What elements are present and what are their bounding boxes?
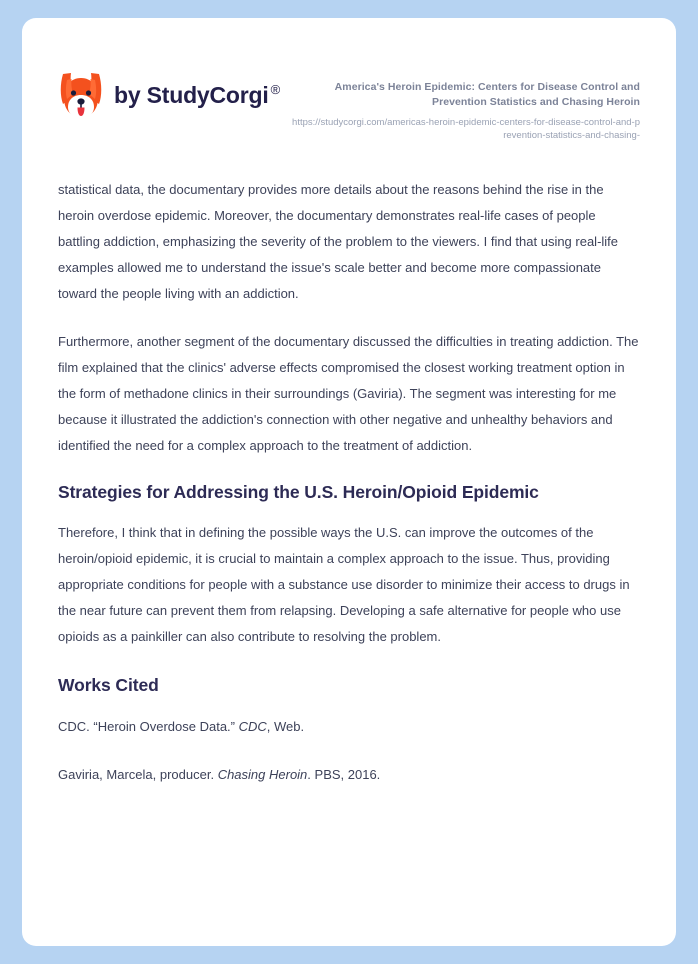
header-meta [292, 58, 640, 143]
registered-trademark-icon: ® [270, 81, 280, 97]
brand-name-label: by StudyCorgi [114, 81, 269, 108]
body-paragraph: Furthermore, another segment of the documentary discussed the difficulties in treating addiction. The film explained that the clinics' adverse effects compromised the closest working treatment option in the form of methadone clinics in their surroundings (Gaviria). The segment was interesting for me because it illustrated the addiction's connection with other negative and unhealthy behaviors and identified the need for a complex approach to the treatment of addiction. [58, 333, 639, 453]
section-heading: Strategies for Addressing the U.S. Heroin/Opioid Epidemic [58, 481, 539, 502]
citation-source-title: CDC [238, 719, 267, 735]
brand-logo-group [58, 58, 280, 120]
citation-source-title: Chasing Heroin [217, 767, 308, 783]
citation-suffix: , Web. [266, 719, 305, 735]
document-sheet [22, 18, 676, 946]
brand-name-text [114, 82, 280, 109]
works-cited-heading: Works Cited [58, 674, 159, 695]
citation-suffix: . PBS, 2016. [307, 767, 381, 783]
corgi-logo-icon [58, 70, 104, 120]
document-title: America's Heroin Epidemic: Centers for Disease Control and Prevention Statistics and Chasing Heroin [334, 81, 640, 108]
document-body [22, 143, 676, 789]
citation-prefix: Gaviria, Marcela, producer. [58, 767, 218, 783]
body-paragraph: statistical data, the documentary provides more details about the reasons behind the rise in the heroin overdose epidemic. Moreover, the documentary demonstrates real-life cases of people battling addiction, emphasizing the severity of the problem to the viewers. I find that using real-life examples allowed me to understand the issue's scale better and become more compassionate toward the people living with an addiction. [58, 181, 619, 301]
citation-entry [58, 714, 640, 740]
citation-prefix: CDC. “Heroin Overdose Data.” [58, 719, 239, 735]
document-url[interactable]: https://studycorgi.com/americas-heroin-epidemic-centers-for-disease-control-and-prevention-statistics-and-chasing- [292, 116, 640, 142]
body-paragraph: Therefore, I think that in defining the possible ways the U.S. can improve the outcomes of the heroin/opioid epidemic, it is crucial to maintain a complex approach to the issue. Thus, providing appropriate conditions for people with a substance use disorder to minimize their access to drugs in the near future can prevent them from relapsing. Developing a safe alternative for people who use opioids as a painkiller can also contribute to resolving the problem. [58, 524, 630, 644]
citation-entry [58, 762, 640, 788]
document-header [22, 18, 676, 143]
